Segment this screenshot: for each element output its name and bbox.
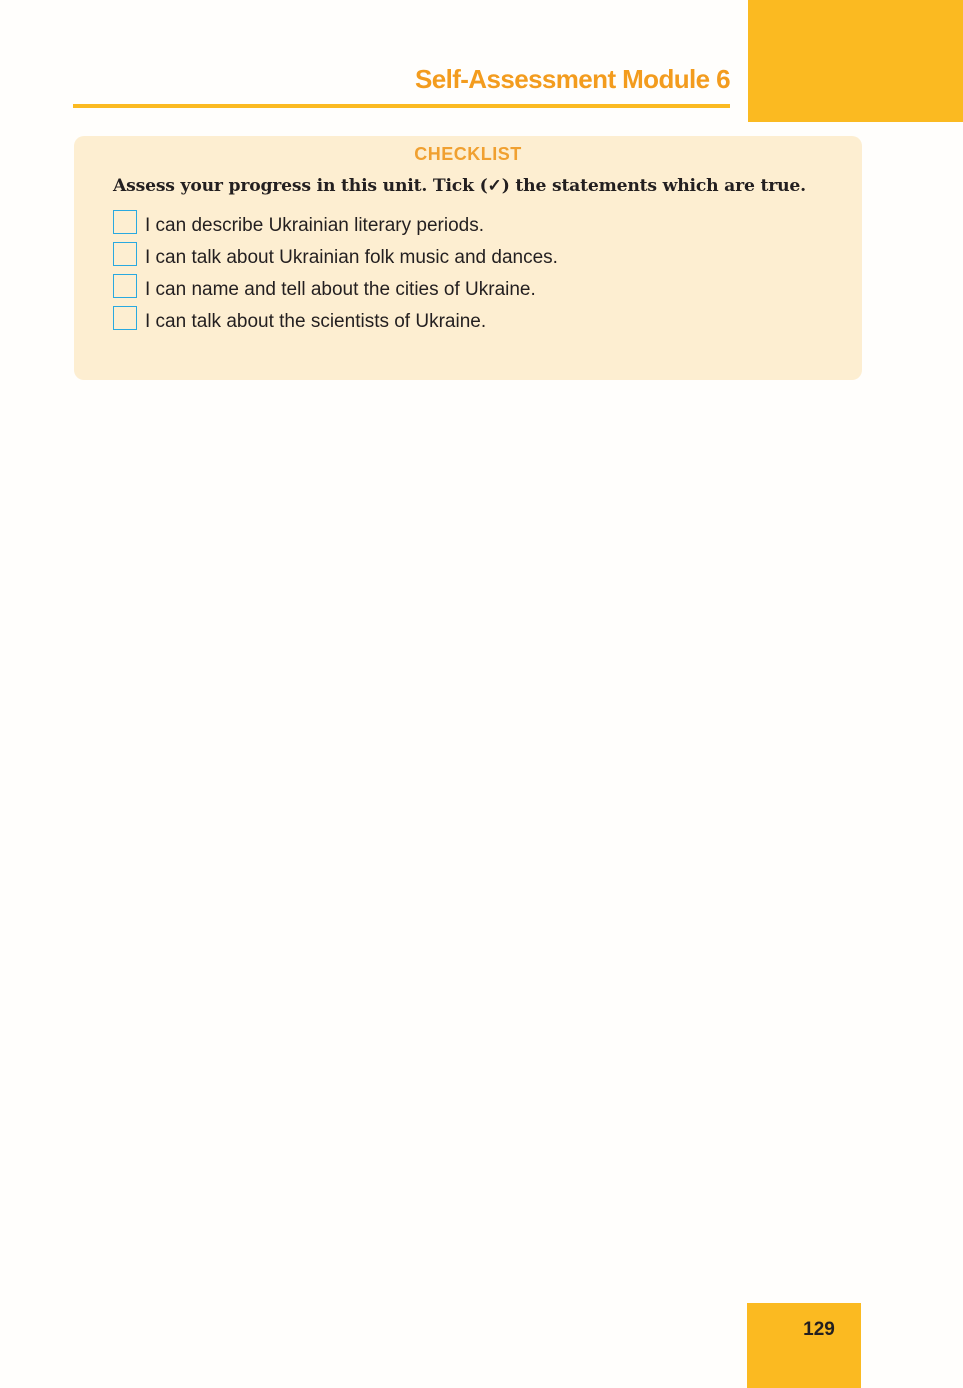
- corner-color-block: [748, 0, 963, 122]
- checklist-checkbox[interactable]: [113, 210, 137, 234]
- page-number-block: [747, 1303, 861, 1388]
- checklist-item-text: I can talk about the scientists of Ukraine.: [145, 311, 487, 332]
- module-title: Self-Assessment Module 6: [414, 64, 730, 94]
- checklist-checkbox[interactable]: [113, 274, 137, 298]
- page-number: 129: [803, 1319, 835, 1340]
- checklist-item: [113, 274, 558, 306]
- checklist-panel: [74, 136, 862, 380]
- checklist-item: [113, 306, 558, 338]
- checklist-checkbox[interactable]: [113, 242, 137, 266]
- checklist-item: [113, 242, 558, 274]
- checklist-item-text: I can describe Ukrainian literary periods.: [145, 215, 484, 236]
- checklist-item-text: I can talk about Ukrainian folk music and dances.: [145, 247, 558, 268]
- checklist-items: [113, 210, 558, 338]
- checklist-item: [113, 210, 558, 242]
- checklist-instruction: Assess your progress in this unit. Tick (✓) the statements which are true.: [113, 176, 806, 196]
- checklist-checkbox[interactable]: [113, 306, 137, 330]
- title-underline: [73, 104, 730, 108]
- checklist-item-text: I can name and tell about the cities of Ukraine.: [145, 279, 536, 300]
- checklist-heading: CHECKLIST: [414, 144, 522, 164]
